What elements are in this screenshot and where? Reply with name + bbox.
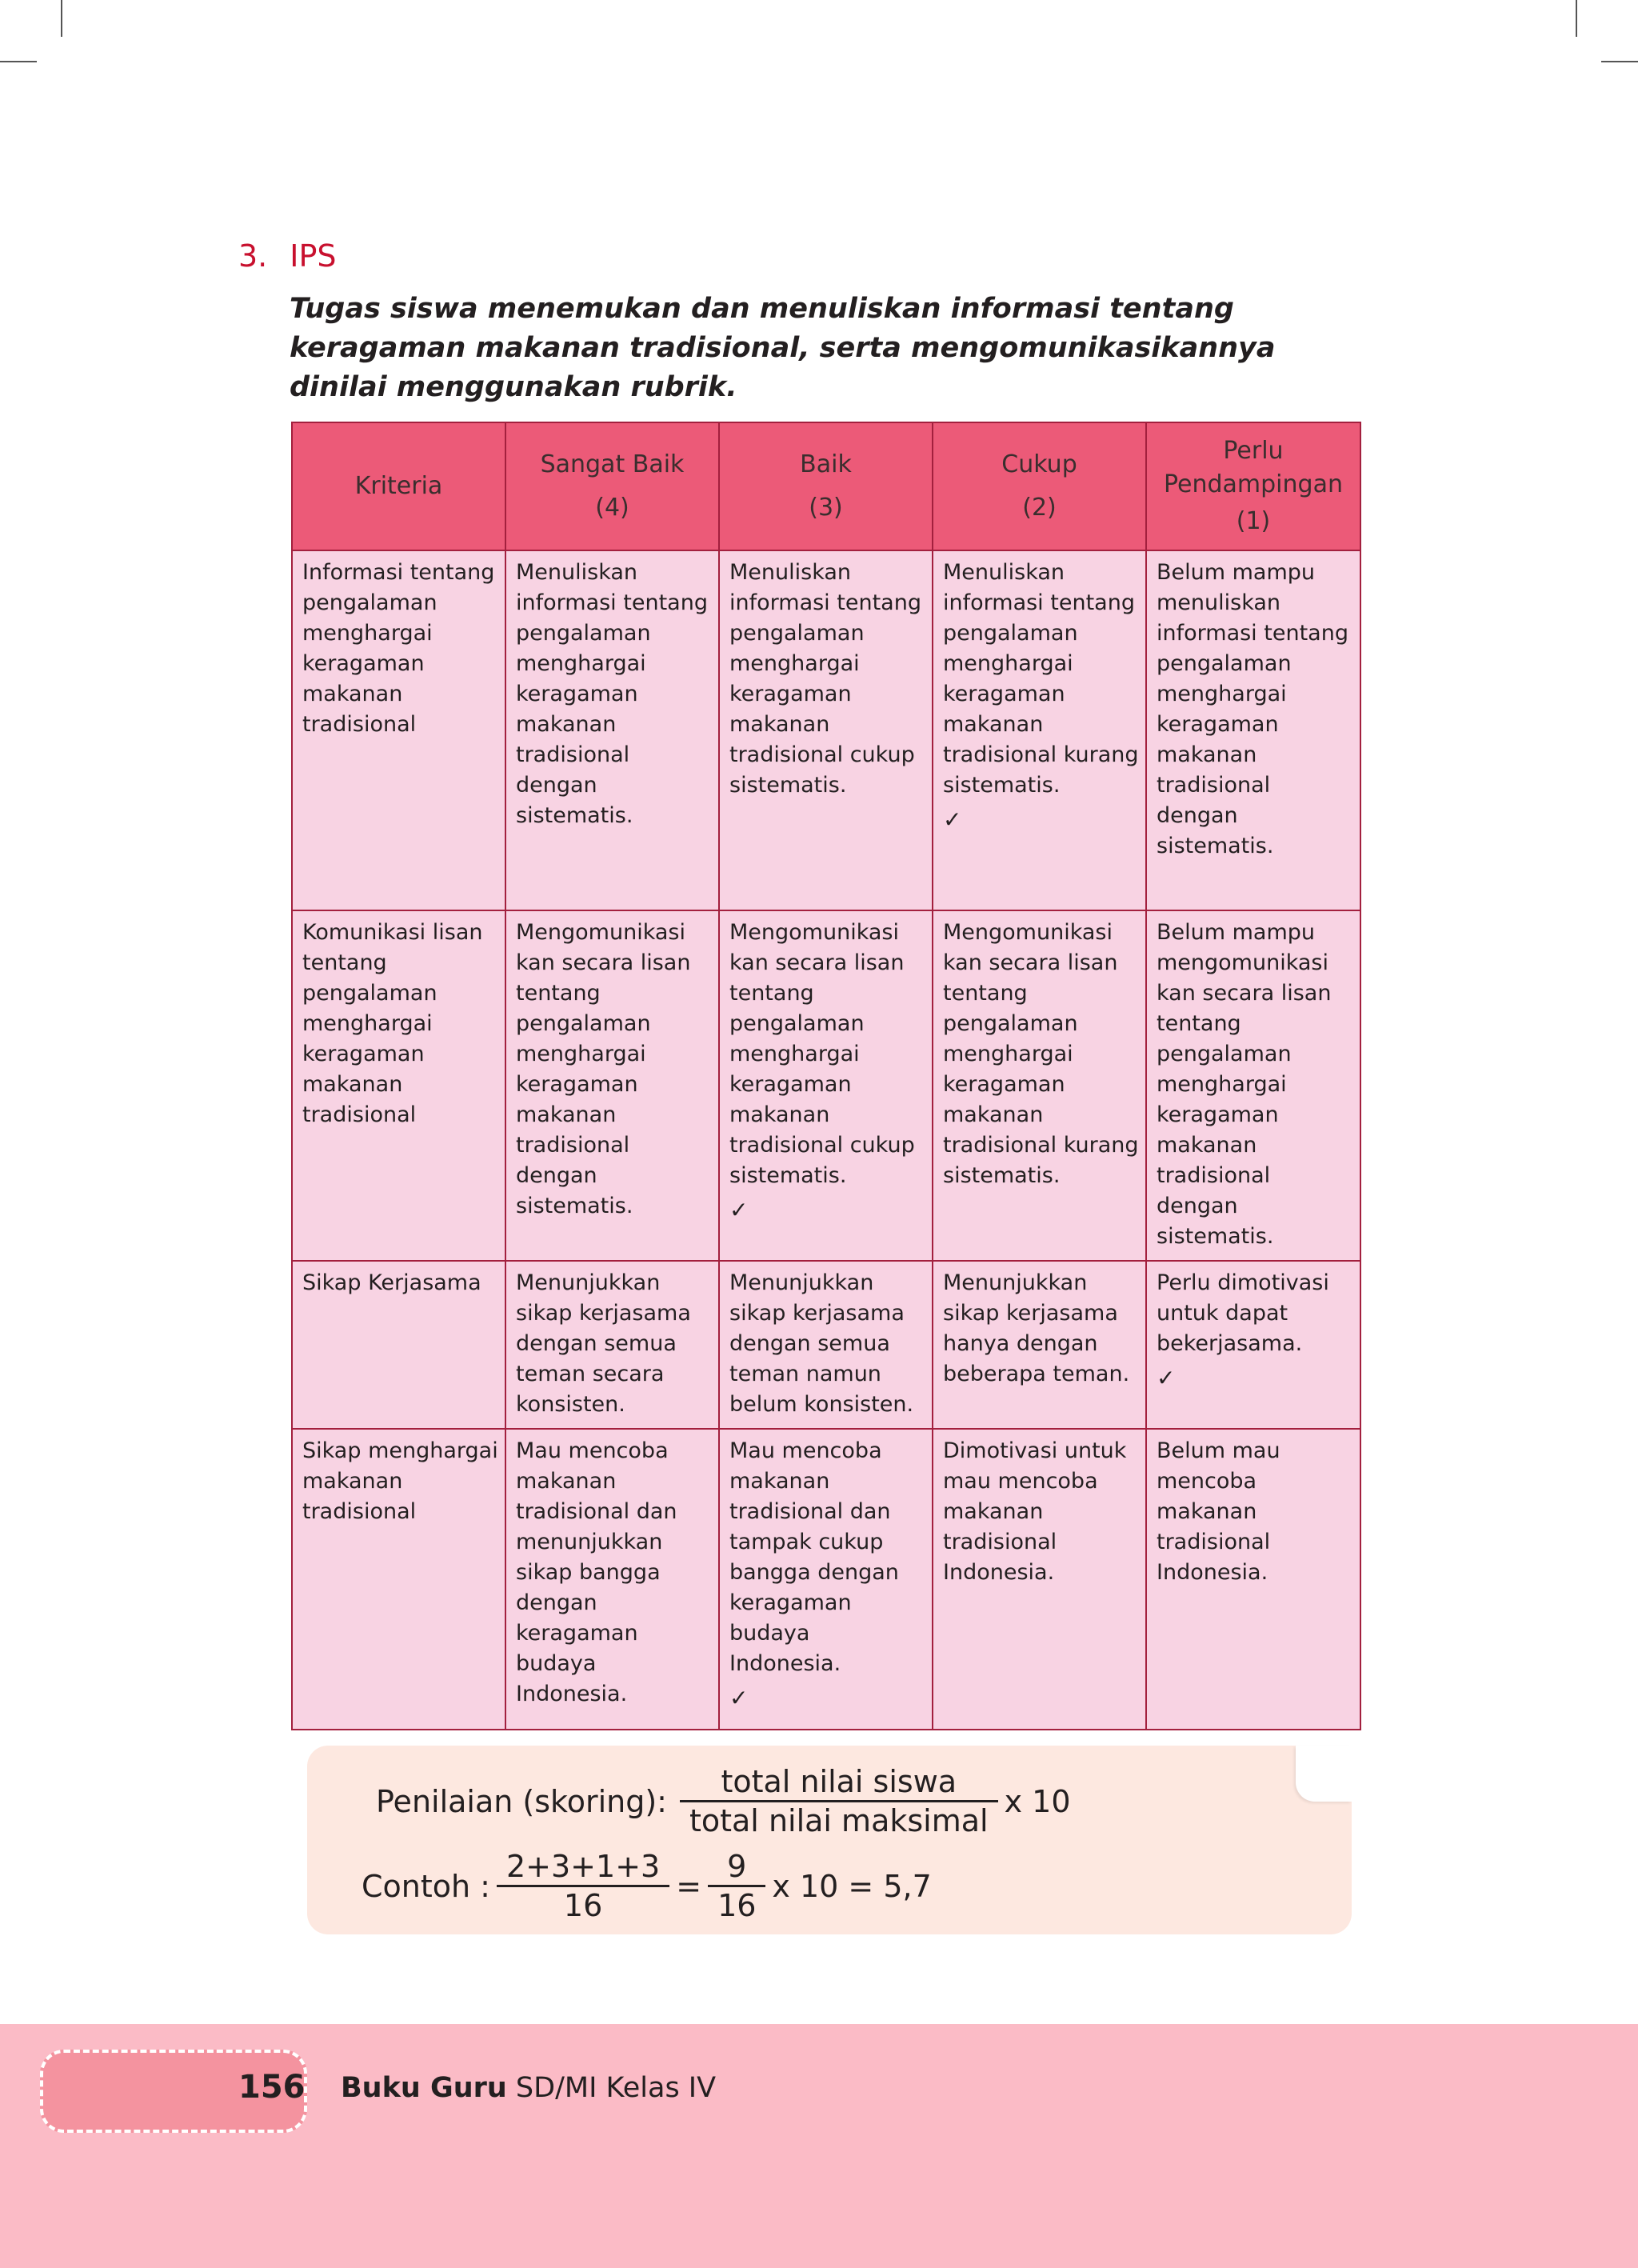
example-numerator-2: 9 bbox=[727, 1849, 747, 1884]
example-equals: = bbox=[676, 1868, 702, 1904]
example-denominator-2: 16 bbox=[708, 1885, 765, 1924]
rubric-cell: Belum mau mencoba makanan tradisional Indonesia. bbox=[1146, 1429, 1360, 1730]
header-perlu-pendampingan: Perlu Pendampingan (1) bbox=[1146, 422, 1360, 550]
header-sangat-baik: Sangat Baik (4) bbox=[505, 422, 719, 550]
criterion-cell: Sikap Kerjasama bbox=[292, 1261, 505, 1429]
scoring-example bbox=[362, 1848, 932, 1924]
book-title bbox=[341, 2072, 716, 2104]
scoring-formula bbox=[376, 1763, 1071, 1839]
example-label: Contoh : bbox=[362, 1868, 490, 1904]
scoring-fraction bbox=[680, 1763, 998, 1839]
header-cukup: Cukup (2) bbox=[933, 422, 1146, 550]
criterion-cell: Informasi tentang pengalaman menghargai keragaman makanan tradisional bbox=[292, 550, 505, 910]
scoring-multiplier: x 10 bbox=[1004, 1783, 1071, 1819]
rubric-cell: Mau mencoba makanan tradisional dan tampak cukup bangga dengan keragaman budaya Indonesia. ✓ bbox=[719, 1429, 933, 1730]
fraction-numerator: total nilai siswa bbox=[721, 1764, 957, 1799]
example-denominator: 16 bbox=[497, 1885, 669, 1924]
rubric-cell: Menuliskan informasi tentang pengalaman menghargai keragaman makanan tradisional dengan sistematis. bbox=[505, 550, 719, 910]
section-number: 3. bbox=[238, 238, 268, 274]
rubric-cell: Belum mampu mengomunikasi kan secara lisan tentang pengalaman menghargai keragaman makanan tradisional dengan sistematis. bbox=[1146, 910, 1360, 1261]
rubric-cell: Mengomunikasi kan secara lisan tentang pengalaman menghargai keragaman makanan tradisional dengan sistematis. bbox=[505, 910, 719, 1261]
rubric-cell: Dimotivasi untuk mau mencoba makanan tradisional Indonesia. bbox=[933, 1429, 1146, 1730]
rubric-cell: Menuliskan informasi tentang pengalaman menghargai keragaman makanan tradisional cukup sistematis. bbox=[719, 550, 933, 910]
check-mark-icon: ✓ bbox=[729, 1685, 749, 1711]
page-number: 156 bbox=[238, 2069, 306, 2106]
rubric-cell: Mau mencoba makanan tradisional dan menunjukkan sikap bangga dengan keragaman budaya Indonesia. bbox=[505, 1429, 719, 1730]
crop-mark bbox=[1576, 0, 1577, 37]
rubric-cell: Menunjukkan sikap kerjasama hanya dengan beberapa teman. bbox=[933, 1261, 1146, 1429]
example-fraction bbox=[497, 1848, 669, 1924]
scoring-box bbox=[307, 1746, 1352, 1934]
rubric-cell: Menuliskan informasi tentang pengalaman menghargai keragaman makanan tradisional kurang sistematis. ✓ bbox=[933, 550, 1146, 910]
example-fraction-2 bbox=[708, 1848, 765, 1924]
rubric-cell: Mengomunikasi kan secara lisan tentang pengalaman menghargai keragaman makanan tradisional cukup sistematis. ✓ bbox=[719, 910, 933, 1261]
rubric-cell: Perlu dimotivasi untuk dapat bekerjasama. ✓ bbox=[1146, 1261, 1360, 1429]
rubric-cell: Menunjukkan sikap kerjasama dengan semua teman secara konsisten. bbox=[505, 1261, 719, 1429]
rubric-header-row bbox=[292, 422, 1360, 550]
fraction-denominator: total nilai maksimal bbox=[680, 1800, 998, 1839]
example-result: x 10 = 5,7 bbox=[772, 1868, 932, 1904]
scoring-label: Penilaian (skoring): bbox=[376, 1783, 667, 1819]
table-row bbox=[292, 910, 1360, 1261]
table-row bbox=[292, 1261, 1360, 1429]
rubric-cell: Menunjukkan sikap kerjasama dengan semua teman namun belum konsisten. bbox=[719, 1261, 933, 1429]
check-mark-icon: ✓ bbox=[943, 806, 962, 833]
table-row bbox=[292, 1429, 1360, 1730]
criterion-cell: Komunikasi lisan tentang pengalaman menghargai keragaman makanan tradisional bbox=[292, 910, 505, 1261]
crop-mark bbox=[0, 61, 37, 62]
crop-mark bbox=[61, 0, 62, 37]
section-title: IPS bbox=[290, 238, 337, 274]
book-title-rest: SD/MI Kelas IV bbox=[506, 2072, 717, 2104]
header-kriteria: Kriteria bbox=[292, 422, 505, 550]
crop-mark bbox=[1601, 61, 1638, 62]
book-title-bold: Buku Guru bbox=[341, 2072, 507, 2104]
check-mark-icon: ✓ bbox=[1157, 1365, 1176, 1391]
rubric-cell: Mengomunikasi kan secara lisan tentang pengalaman menghargai keragaman makanan tradisional kurang sistematis. bbox=[933, 910, 1146, 1261]
intro-paragraph: Tugas siswa menemukan dan menuliskan informasi tentang keragaman makanan tradisional, serta mengomunikasikannya dinilai menggunakan rubrik. bbox=[290, 293, 1276, 403]
box-corner-tab bbox=[1296, 1746, 1352, 1802]
table-row bbox=[292, 550, 1360, 910]
rubric-table bbox=[291, 422, 1361, 1730]
example-numerator: 2+3+1+3 bbox=[505, 1849, 661, 1884]
header-baik: Baik (3) bbox=[719, 422, 933, 550]
section-heading bbox=[238, 238, 337, 274]
criterion-cell: Sikap menghargai makanan tradisional bbox=[292, 1429, 505, 1730]
check-mark-icon: ✓ bbox=[729, 1197, 749, 1223]
rubric-cell: Belum mampu menuliskan informasi tentang pengalaman menghargai keragaman makanan tradisional dengan sistematis. bbox=[1146, 550, 1360, 910]
